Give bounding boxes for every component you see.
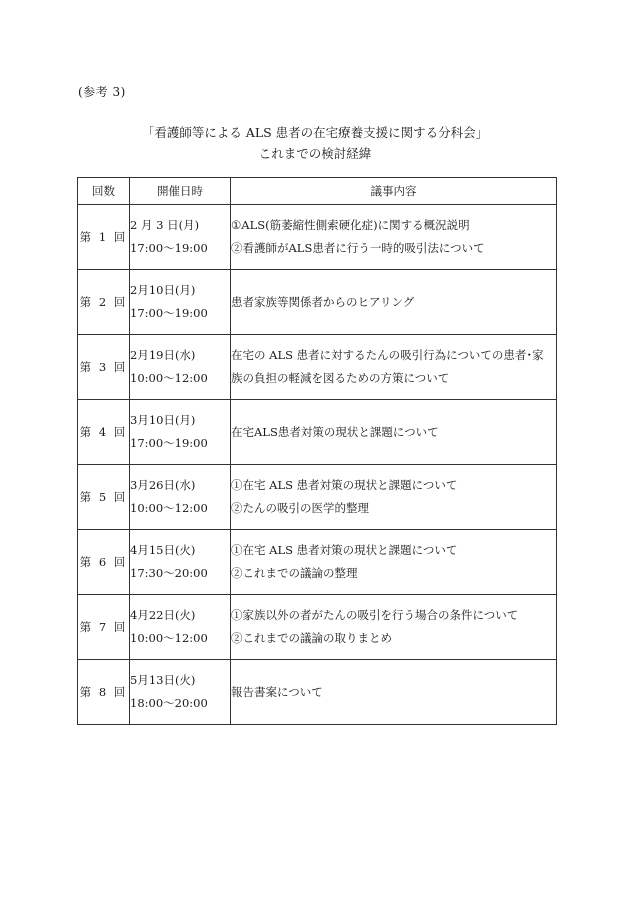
session-time: 17:00〜19:00 [130,241,208,255]
session-date-time [130,270,231,335]
session-number: 第 6 回 [78,530,130,595]
title-block [0,122,630,164]
agenda-item: 在宅ALS患者対策の現状と課題について [231,424,439,439]
meeting-schedule-table [77,177,557,725]
agenda-item: ①家族以外の者がたんの吸引を行う場合の条件について [231,608,519,622]
session-number: 第 1 回 [78,205,130,270]
agenda-item: ②たんの吸引の医学的整理 [231,501,369,515]
table-row [78,530,557,595]
agenda-item: ②看護師がALS患者に行う一時的吸引法について [231,241,485,255]
session-date: 5月13日(火) [130,673,196,687]
session-date-time [130,400,231,465]
agenda-item: 患者家族等関係者からのヒアリング [231,294,415,309]
session-date-time [130,595,231,660]
agenda-item: 報告書案について [231,684,323,699]
session-agenda [231,465,557,530]
session-agenda [231,335,557,400]
session-agenda [231,595,557,660]
session-agenda [231,400,557,465]
document-title: 「看護師等による ALS 患者の在宅療養支援に関する分科会」 [141,125,489,140]
session-number: 第 4 回 [78,400,130,465]
session-number: 第 7 回 [78,595,130,660]
header-agenda: 議事内容 [231,178,557,205]
session-number: 第 5 回 [78,465,130,530]
session-number: 第 3 回 [78,335,130,400]
table-header-row [78,178,557,205]
session-date-time [130,335,231,400]
table-row [78,335,557,400]
session-time: 17:00〜19:00 [130,436,208,450]
table-row [78,205,557,270]
session-agenda [231,530,557,595]
header-session-number: 回数 [78,178,130,205]
table-row [78,270,557,335]
session-time: 10:00〜12:00 [130,371,208,385]
session-number: 第 2 回 [78,270,130,335]
agenda-item: 族の負担の軽減を図るための方策について [231,371,450,385]
session-date-time [130,660,231,725]
session-agenda [231,270,557,335]
session-time: 18:00〜20:00 [130,696,208,710]
session-date: 3月10日(月) [130,413,196,427]
session-date: 2月19日(水) [130,348,196,362]
session-date-time [130,465,231,530]
table-body [78,205,557,725]
session-date: 4月22日(火) [130,608,196,622]
agenda-item: ①在宅 ALS 患者対策の現状と課題について [231,543,458,557]
session-time: 17:00〜19:00 [130,306,208,320]
document-subtitle: これまでの検討経緯 [258,146,372,161]
session-number: 第 8 回 [78,660,130,725]
agenda-item: ②これまでの議論の取りまとめ [231,631,392,645]
session-date: 3月26日(水) [130,478,196,492]
agenda-item: ②これまでの議論の整理 [231,566,358,580]
session-date-time [130,530,231,595]
session-date: 2 月 3 日(月) [130,218,200,232]
table-row [78,400,557,465]
session-date: 2月10日(月) [130,283,196,297]
table-row [78,595,557,660]
session-date: 4月15日(火) [130,543,196,557]
session-agenda [231,205,557,270]
session-time: 10:00〜12:00 [130,501,208,515]
session-time: 17:30〜20:00 [130,566,208,580]
session-agenda [231,660,557,725]
session-date-time [130,205,231,270]
agenda-item: ①在宅 ALS 患者対策の現状と課題について [231,478,458,492]
agenda-item: ①ALS(筋萎縮性側索硬化症)に関する概況説明 [231,218,470,232]
session-time: 10:00〜12:00 [130,631,208,645]
table-row [78,465,557,530]
agenda-item: 在宅の ALS 患者に対するたんの吸引行為についての患者･家 [231,348,544,362]
reference-label: (参考 3) [78,85,126,99]
header-date-time: 開催日時 [130,178,231,205]
table-row [78,660,557,725]
